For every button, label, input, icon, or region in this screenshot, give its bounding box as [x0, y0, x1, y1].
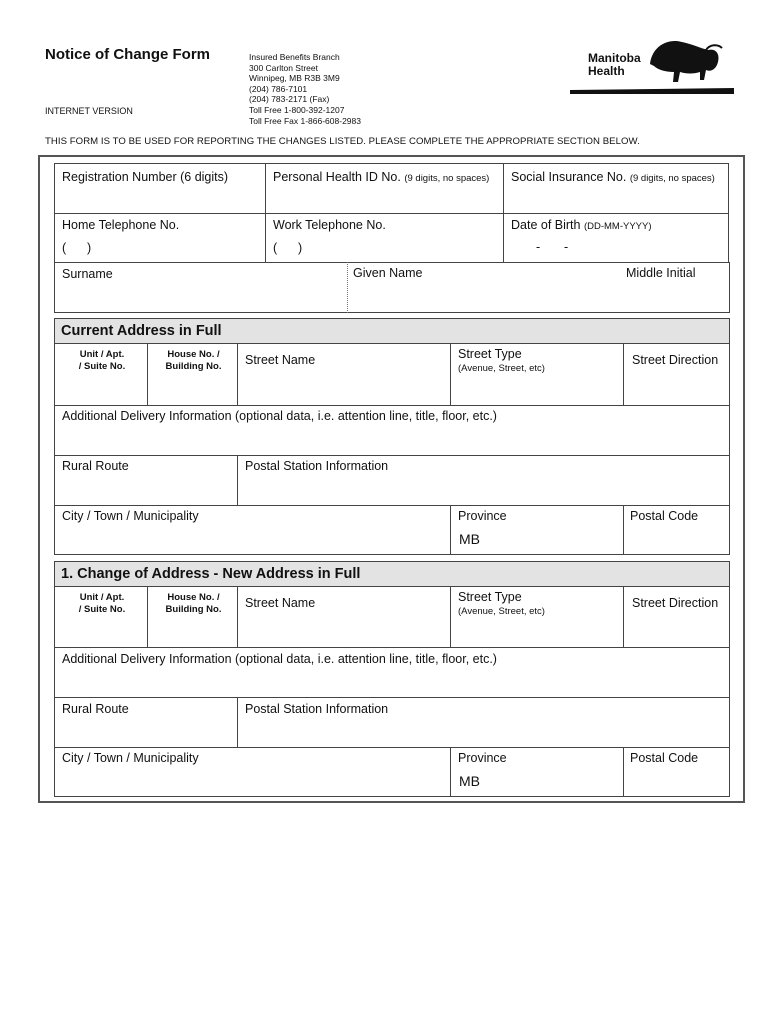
unit-label: Unit / Apt. / Suite No.: [78, 592, 126, 615]
logo-wordmark: [588, 52, 641, 78]
new-province-field[interactable]: [450, 747, 624, 797]
postal-code-field[interactable]: [623, 505, 730, 555]
postal-station-label: Postal Station Information: [245, 459, 389, 473]
new-house-field[interactable]: [147, 586, 238, 648]
given-name-field[interactable]: [347, 262, 617, 313]
dob-label: Date of Birth (DD-MM-YYYY): [511, 218, 652, 232]
work-phone-label: Work Telephone No.: [273, 218, 386, 232]
dob-dash: -: [536, 240, 541, 254]
current-address-heading: Current Address in Full: [54, 318, 730, 344]
province-label: Province: [458, 751, 507, 765]
street-name-label: Street Name: [245, 596, 316, 610]
home-phone-label: Home Telephone No.: [62, 218, 180, 232]
additional-delivery-label: Additional Delivery Information (optional data, i.e. attention line, title, floor, etc.): [62, 652, 497, 666]
street-type-label: Street Type: [458, 590, 522, 604]
street-name-label: Street Name: [245, 353, 316, 367]
additional-delivery-label: Additional Delivery Information (optional data, i.e. attention line, title, floor, etc.): [62, 409, 497, 423]
given-name-label: Given Name: [353, 266, 423, 280]
house-label: House No. / Building No.: [165, 349, 222, 372]
new-city-field[interactable]: [54, 747, 451, 797]
unit-label: Unit / Apt. / Suite No.: [78, 349, 126, 372]
address-line: Winnipeg, MB R3B 3M9: [249, 73, 340, 84]
province-value: MB: [459, 531, 480, 547]
new-postal-code-field[interactable]: [623, 747, 730, 797]
home-phone-field[interactable]: [54, 213, 266, 263]
registration-field[interactable]: [54, 163, 266, 214]
street-name-field[interactable]: [237, 343, 451, 406]
logo-line-1: Manitoba: [588, 51, 641, 65]
province-label: Province: [458, 509, 507, 523]
new-unit-field[interactable]: [54, 586, 148, 648]
postal-code-label: Postal Code: [630, 751, 699, 765]
surname-label: Surname: [62, 267, 113, 281]
new-postal-station-field[interactable]: [237, 697, 730, 748]
city-label: City / Town / Municipality: [62, 509, 199, 523]
middle-initial-field[interactable]: [616, 262, 730, 313]
province-field[interactable]: [450, 505, 624, 555]
rural-route-field[interactable]: [54, 455, 238, 506]
phin-label: Personal Health ID No. (9 digits, no spaces): [273, 170, 490, 184]
change-address-heading: 1. Change of Address - New Address in Full: [54, 561, 730, 587]
additional-delivery-field[interactable]: [54, 405, 730, 456]
logo-line-2: Health: [588, 64, 625, 78]
sin-field[interactable]: [503, 163, 729, 214]
address-line: (204) 786-7101: [249, 83, 308, 94]
postal-code-label: Postal Code: [630, 509, 699, 523]
address-line: Insured Benefits Branch: [249, 52, 340, 62]
sin-label: Social Insurance No. (9 digits, no spaces): [511, 170, 715, 184]
branch-address: [249, 52, 361, 126]
postal-station-label: Postal Station Information: [245, 702, 389, 716]
province-value: MB: [459, 773, 480, 789]
version-label: INTERNET VERSION: [45, 106, 133, 116]
address-line: (204) 783-2171 (Fax): [249, 94, 330, 105]
area-code-open: (: [62, 241, 67, 255]
form-title: Notice of Change Form: [45, 46, 211, 63]
address-line: Toll Free Fax 1-866-608-2983: [249, 115, 361, 126]
rural-route-label: Rural Route: [62, 459, 129, 473]
house-field[interactable]: [147, 343, 238, 406]
new-rural-route-field[interactable]: [54, 697, 238, 748]
new-street-name-field[interactable]: [237, 586, 451, 648]
street-type-label: Street Type: [458, 347, 522, 361]
area-code-close: ): [298, 241, 303, 255]
rural-route-label: Rural Route: [62, 702, 129, 716]
house-label: House No. / Building No.: [165, 592, 222, 615]
unit-field[interactable]: [54, 343, 148, 406]
address-line: Toll Free 1-800-392-1207: [249, 104, 345, 115]
area-code-open: (: [273, 241, 278, 255]
instructions: THIS FORM IS TO BE USED FOR REPORTING THE CHANGES LISTED. PLEASE COMPLETE THE APPROPRIATE SECTION BELOW.: [45, 136, 640, 147]
surname-field[interactable]: [54, 262, 348, 313]
dob-dash: -: [564, 240, 569, 254]
phin-field[interactable]: [265, 163, 504, 214]
address-line: 300 Carlton Street: [249, 62, 318, 73]
city-label: City / Town / Municipality: [62, 751, 199, 765]
area-code-close: ): [87, 241, 92, 255]
middle-initial-label: Middle Initial: [626, 266, 696, 280]
postal-station-field[interactable]: [237, 455, 730, 506]
city-field[interactable]: [54, 505, 451, 555]
street-type-note: (Avenue, Street, etc): [458, 606, 545, 617]
work-phone-field[interactable]: [265, 213, 504, 263]
new-additional-delivery-field[interactable]: [54, 647, 730, 698]
street-type-note: (Avenue, Street, etc): [458, 363, 545, 374]
new-street-type-field[interactable]: [450, 586, 624, 648]
street-direction-label: Street Direction: [632, 596, 719, 610]
dob-field[interactable]: [503, 213, 729, 263]
street-direction-field[interactable]: [623, 343, 730, 406]
new-street-direction-field[interactable]: [623, 586, 730, 648]
registration-label: Registration Number (6 digits): [62, 170, 229, 184]
street-direction-label: Street Direction: [632, 353, 719, 367]
street-type-field[interactable]: [450, 343, 624, 406]
